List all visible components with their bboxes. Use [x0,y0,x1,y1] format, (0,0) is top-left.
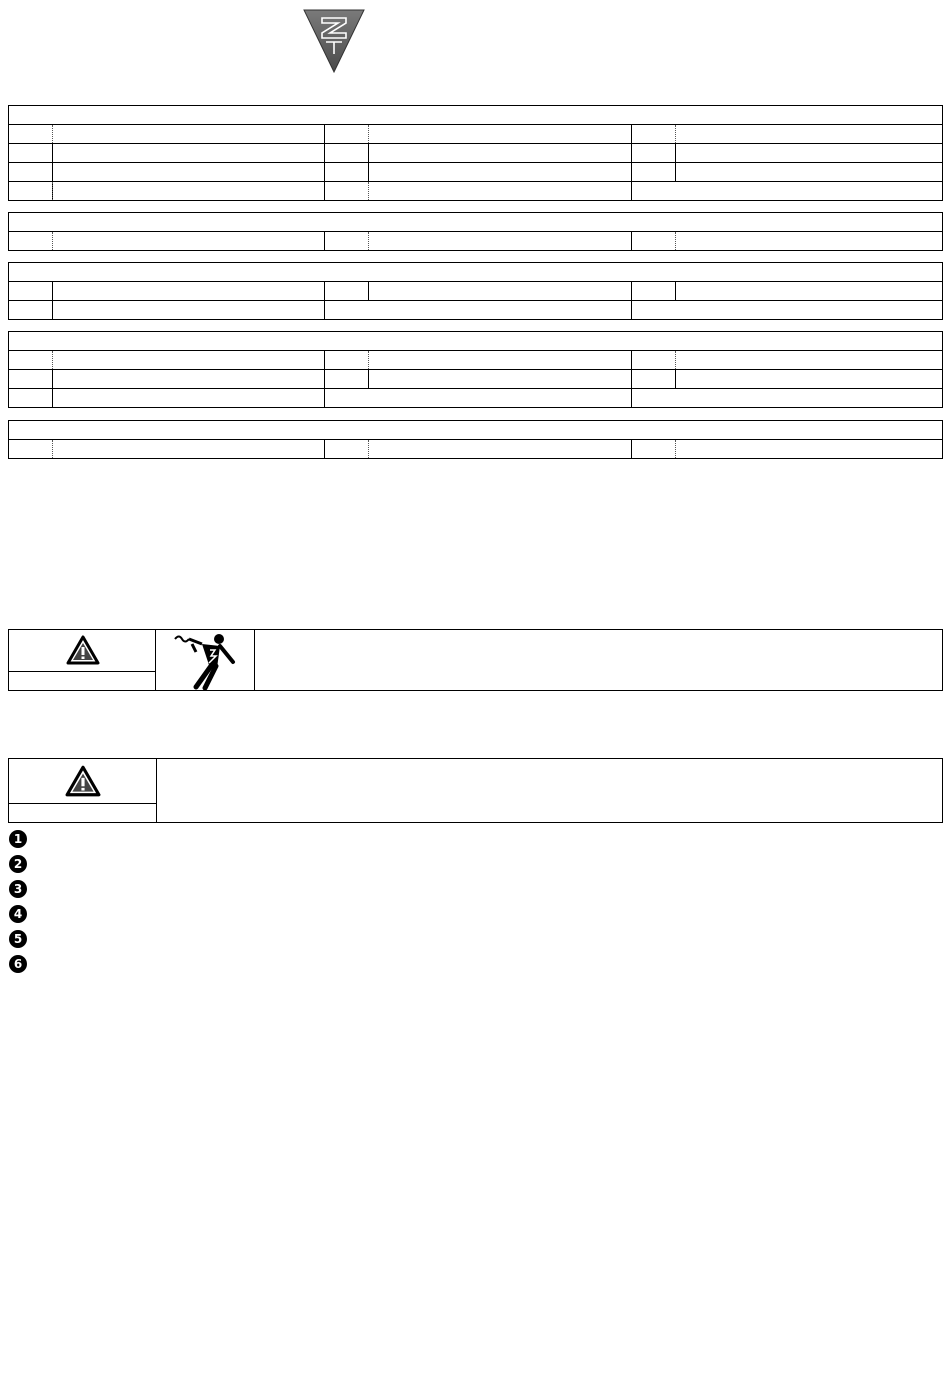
step-number-3: 3 [9,880,27,898]
warning-triangle-icon [66,635,100,665]
spec-table-1 [8,105,943,201]
table-header [9,421,942,440]
table-row [9,282,942,301]
step-item [9,826,27,851]
table-row [9,232,942,250]
step-item [9,876,27,901]
table-row [9,351,942,370]
step-number-5: 5 [9,930,27,948]
step-item [9,901,27,926]
table-row [9,389,942,407]
table-header [9,263,942,282]
table-row [9,370,942,389]
table-row [9,163,942,182]
numbered-steps [9,826,27,976]
spec-table-2 [8,212,943,251]
table-header [9,332,942,351]
danger-warning-box [8,629,943,691]
table-row [9,182,942,200]
electric-shock-cell [156,630,255,690]
step-number-6: 6 [9,955,27,973]
table-row [9,144,942,163]
step-number-1: 1 [9,830,27,848]
step-number-4: 4 [9,905,27,923]
table-header [9,106,942,125]
spec-table-4 [8,331,943,408]
step-item [9,926,27,951]
warning-triangle-icon [65,765,101,797]
table-row [9,125,942,144]
step-item [9,851,27,876]
table-row [9,440,942,458]
electric-shock-icon [172,632,242,690]
table-header [9,213,942,232]
warning-symbol-cell [9,630,156,690]
step-number-2: 2 [9,855,27,873]
spec-table-5 [8,420,943,459]
table-row [9,301,942,319]
step-item [9,951,27,976]
warning-symbol-cell [9,759,157,822]
brand-logo [302,8,366,74]
spec-table-3 [8,262,943,320]
caution-warning-box [8,758,943,823]
